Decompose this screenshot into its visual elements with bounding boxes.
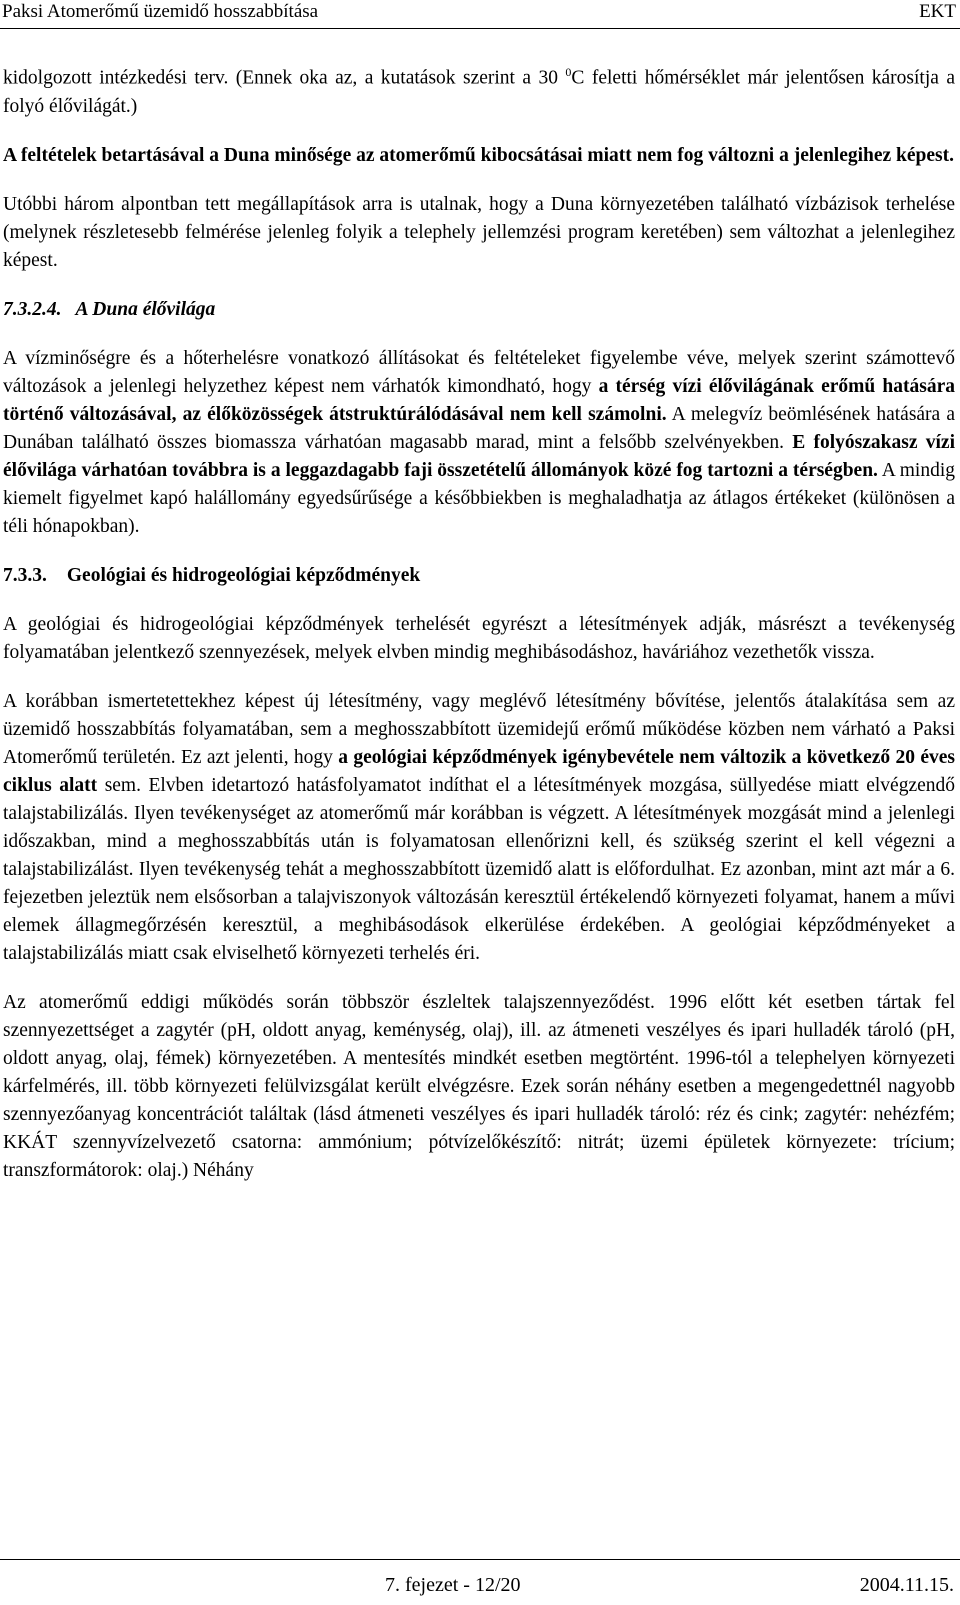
paragraph: A vízminőségre és a hőterhelésre vonatkozó állításokat és feltételeket figyelembe véve, melyek szerint számottevő változások a jelenlegi helyzethez képest nem várhatók kimondható, hogy a térség vízi élővilágának erőmű hatására történő változásával, az élőközösségek átstruktúrálódásával nem kell számolni. A melegvíz beömlésének hatására a Dunában található összes biomassza várhatóan magasabb marad, mint a felsőbb szelvényekben. E folyószakasz vízi élővilága várhatóan továbbra is a leggazdagabb faji összetételű állományok közé fog tartozni a térségben. A mindig kiemelt figyelmet kapó halállomány egyedsűrűsége a későbbiekben is meghaladhatja az átlagos értékeket (különösen a téli hónapokban). <box>3 347 955 537</box>
section-title: Geológiai és hidrogeológiai képződmények <box>66 564 421 586</box>
document-body <box>3 58 955 1185</box>
section-title: A Duna élővilága <box>75 298 216 320</box>
paragraph: A korábban ismertetettekhez képest új létesítmény, vagy meglévő létesítmény bővítése, jelentős átalakítása sem az üzemidő hosszabbítás folyamatában, sem a meghosszabbított üzemidejű erőmű működése közben nem várható a Paksi Atomerőmű területén. Ez azt jelenti, hogy a geológiai képződmények igénybevétele nem változik a következő 20 éves ciklus alatt sem. Elvben idetartozó hatásfolyamatot indíthat el a létesítmények mozgása, süllyedése miatt elvégzendő talajstabilizálás. Ilyen tevékenységet az atomerőmű már korábban is végzett. A létesítmények mozgását mind a jelenlegi időszakban, mind a meghosszabbítás után is folyamatosan ellenőrizni kell, és szükség szerint el kell végezni a talajstabilizálást. Ilyen tevékenység tehát a meghosszabbított üzemidő alatt is előfordulhat. Ez azonban, mint azt már a 6. fejezetben jeleztük nem elsősorban a talajviszonyok változásán keresztül értékelendő környezeti folyamat, hanem a művi elemek állagmegőrzésén keresztül, a meghibásodások elkerülése érdekében. A geológiai képződményeket a talajstabilizálás miatt csak elviselhető környezeti terhelés éri. <box>3 690 955 964</box>
bold-text: a térség vízi élővilágának erőmű hatására történő változásával, az élőközösségek átstruktúrálódásával nem kell számolni. <box>3 375 955 425</box>
header-title: Paksi Atomerőmű üzemidő hosszabbítása <box>2 1 319 22</box>
page-header <box>0 0 960 29</box>
paragraph-bold: A feltételek betartásával a Duna minősége az atomerőmű kibocsátásai miatt nem fog változni a jelenlegihez képest. <box>3 144 955 166</box>
paragraph: A geológiai és hidrogeológiai képződmények terhelését egyrészt a létesítmények adják, másrészt a tevékenység folyamatában jelentkező szennyezések, melyek elvben mindig meghibásodáshoz, haváriához vezethetők vissza. <box>3 613 955 663</box>
bold-text: a geológiai képződmények igénybevétele nem változik a következő 20 éves ciklus alatt <box>3 746 955 796</box>
bold-text: E folyószakasz vízi élővilága várhatóan továbbra is a leggazdagabb faji összetételű állományok közé fog tartozni a térségben. <box>3 431 955 481</box>
header-right: EKT <box>919 1 956 22</box>
footer-date: 2004.11.15. <box>859 1574 954 1596</box>
section-number: 7.3.3. <box>3 564 47 586</box>
section-heading <box>3 562 955 590</box>
section-number: 7.3.2.4. <box>3 298 62 320</box>
superscript: 0 <box>565 65 572 79</box>
paragraph: Utóbbi három alpontban tett megállapítások arra is utalnak, hogy a Duna környezetében található vízbázisok terhelése (melynek részletesebb felmérése jelenleg folyik a telephely jellemzési program keretében) sem változhat a jelenlegihez képest. <box>3 193 955 271</box>
footer-divider <box>0 1559 960 1560</box>
footer-page: 7. fejezet - 12/20 <box>385 1574 521 1596</box>
paragraph: Az atomerőmű eddigi működés során többször észleltek talajszennyeződést. 1996 előtt két esetben tártak fel szennyezettséget a zagytér (pH, oldott anyag, keménység, olaj), ill. az átmeneti veszélyes és ipari hulladék tároló (pH, oldott anyag, olaj, fémek) környezetében. A mentesítés mindkét esetben megtörtént. 1996-tól a telephelyen környezeti kárfelmérés, ill. több környezeti felülvizsgálat került elvégzésre. Ezek során néhány esetben a megengedettnél nagyobb szennyezőanyag koncentrációt találtak (lásd átmeneti veszélyes és ipari hulladék tároló: réz és cink; zagytér: nehézfém; KKÁT szennyvízelvezető csatorna: ammónium; pótvízelőkészítő: nitrát; üzemi épületek környezete: trícium; transzformátorok: olaj.) Néhány <box>3 991 955 1181</box>
paragraph: kidolgozott intézkedési terv. (Ennek oka az, a kutatások szerint a 30 $^0$C feletti hőmérséklet már jelentősen károsítja a folyó élővilágát.) <box>3 65 955 117</box>
section-heading <box>3 296 955 324</box>
